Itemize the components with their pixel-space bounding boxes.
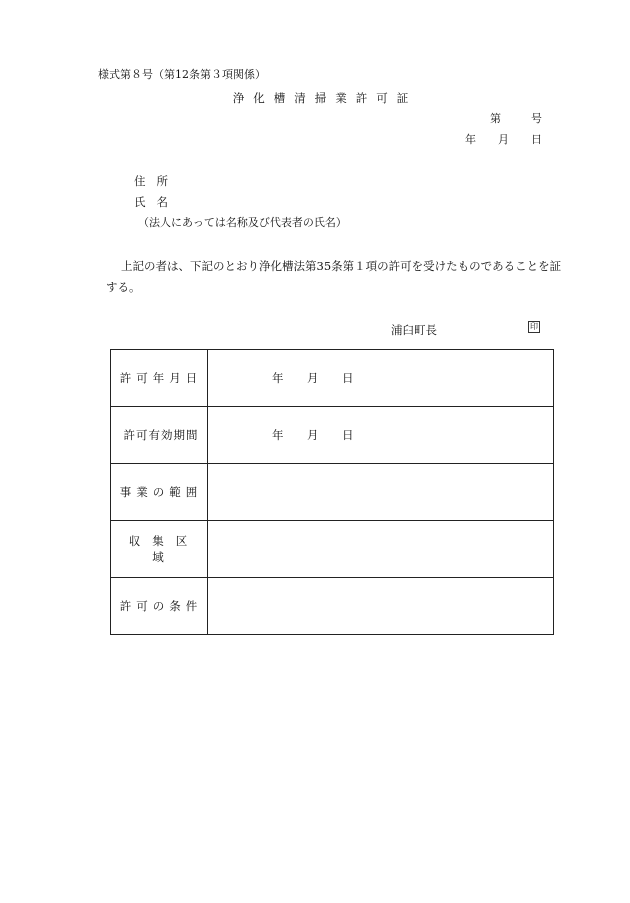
statement-line-1: 上記の者は、下記のとおり浄化槽法第35条第１項の許可を受けたものであることを証 (121, 259, 562, 273)
day-label: 日 (342, 371, 354, 385)
row-label: 許可の条件 (111, 578, 208, 635)
row-value (208, 407, 554, 464)
row-value (208, 578, 554, 635)
number-prefix: 第 (490, 112, 501, 125)
name-note: （法人にあっては名称及び代表者の氏名） (138, 216, 347, 229)
table-row (111, 521, 554, 578)
seal-mark-icon: 印 (530, 322, 538, 331)
number-suffix: 号 (531, 112, 542, 125)
issuer-name: 浦臼町長 (391, 323, 437, 337)
table-row (111, 578, 554, 635)
day-label: 日 (342, 428, 354, 442)
permit-number-line (490, 110, 542, 126)
row-label: 許可有効期間 (111, 407, 208, 464)
month-label: 月 (307, 428, 319, 442)
row-value (208, 464, 554, 521)
table-row (111, 350, 554, 407)
table-row (111, 407, 554, 464)
name-label: 氏名 (134, 195, 179, 209)
date-year: 年 (465, 133, 476, 146)
year-label: 年 (272, 371, 284, 385)
date-day: 日 (531, 133, 542, 146)
permit-info-table (110, 349, 554, 635)
date-fields (272, 427, 354, 443)
row-label: 収集区域 (111, 521, 208, 578)
month-label: 月 (307, 371, 319, 385)
date-fields (272, 370, 354, 386)
table-row (111, 464, 554, 521)
address-label: 住所 (134, 174, 179, 188)
row-value (208, 350, 554, 407)
year-label: 年 (272, 428, 284, 442)
row-label: 許可年月日 (111, 350, 208, 407)
row-label: 事業の範囲 (111, 464, 208, 521)
document-title: 浄化槽清掃業許可証 (232, 91, 418, 105)
form-number: 様式第８号（第12条第３項関係） (98, 68, 266, 81)
statement-line-2: する。 (106, 280, 141, 294)
row-value (208, 521, 554, 578)
issue-date-line (465, 131, 542, 147)
date-month: 月 (498, 133, 509, 146)
